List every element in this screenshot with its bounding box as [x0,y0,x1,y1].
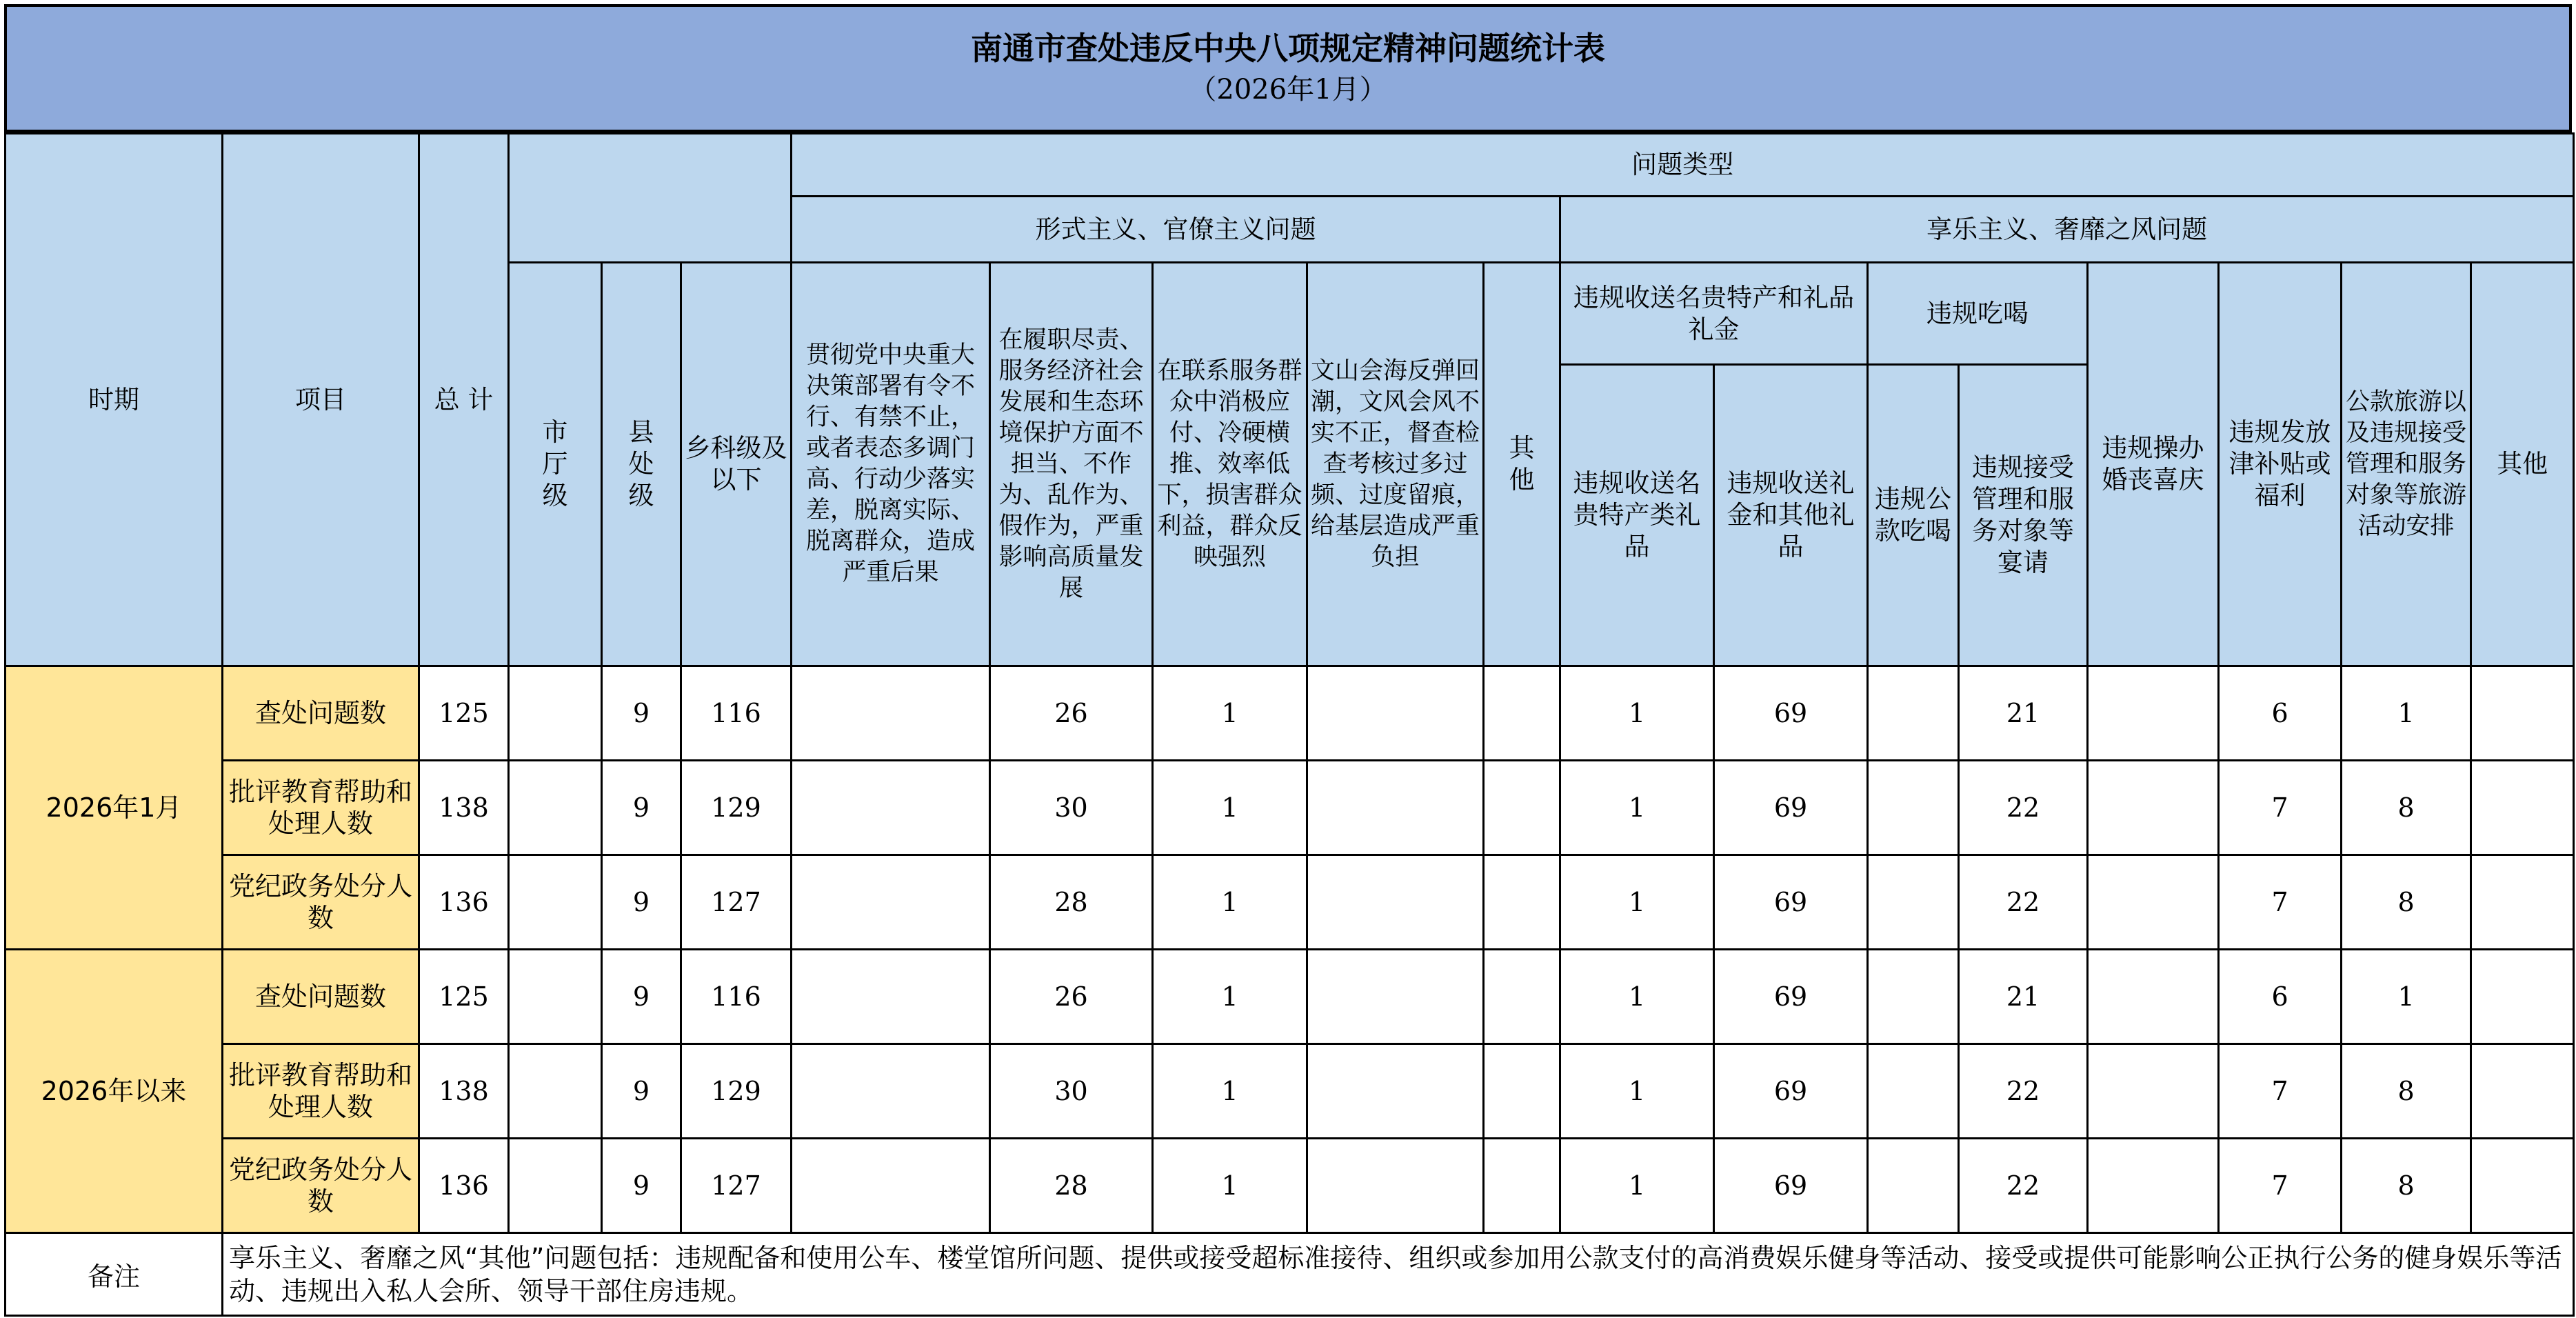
table-cell [1484,761,1560,855]
table-cell: 1 [1560,1139,1714,1233]
table-subtitle: （2026年1月） [1189,74,1387,106]
header-hedonism-other: 其他 [2471,263,2574,666]
row-label: 党纪政务处分人数 [223,1139,419,1233]
table-cell: 1 [2342,950,2471,1044]
table-title: 南通市查处违反中央八项规定精神问题统计表 [971,30,1605,67]
title-band [4,4,2572,132]
table-cell: 116 [681,666,792,761]
table-cell: 8 [2342,855,2471,950]
header-hedonism-group: 享乐主义、奢靡之风问题 [1560,197,2574,263]
table-cell [1484,666,1560,761]
table-cell [792,1139,990,1233]
table-cell: 138 [419,761,509,855]
table-cell: 69 [1714,1044,1868,1139]
table-cell [2471,1044,2574,1139]
table-cell: 8 [2342,1139,2471,1233]
header-issue-type: 问题类型 [792,134,2574,197]
table-cell: 8 [2342,1044,2471,1139]
table-cell: 28 [990,855,1153,950]
table-cell: 9 [602,855,681,950]
header-formalism-4: 文山会海反弹回潮，文风会风不实不正，督查检查考核过多过频、过度留痕，给基层造成严重负担 [1307,263,1484,666]
table-cell [2471,950,2574,1044]
table-cell: 26 [990,950,1153,1044]
table-cell: 30 [990,1044,1153,1139]
period-label: 2026年1月 [6,666,223,950]
table-cell [792,855,990,950]
table-cell [2088,666,2219,761]
table-cell: 9 [602,1139,681,1233]
table-cell: 127 [681,855,792,950]
row-label: 批评教育帮助和处理人数 [223,1044,419,1139]
table-cell: 1 [1153,1044,1307,1139]
table-cell [1484,855,1560,950]
header-formalism-3: 在联系服务群众中消极应付、冷硬横推、效率低下，损害群众利益，群众反映强烈 [1153,263,1307,666]
table-cell: 22 [1959,1139,2088,1233]
table-cell [2471,761,2574,855]
table-cell: 69 [1714,855,1868,950]
header-total: 总 计 [419,134,509,666]
table-cell: 9 [602,1044,681,1139]
table-cell [1868,1044,1959,1139]
table-cell [2088,855,2219,950]
table-cell [2088,1044,2219,1139]
row-label: 批评教育帮助和处理人数 [223,761,419,855]
table-cell: 136 [419,1139,509,1233]
row-label: 查处问题数 [223,950,419,1044]
table-cell: 9 [602,761,681,855]
table-cell [1307,950,1484,1044]
table-cell: 7 [2219,761,2342,855]
table-cell [509,1139,602,1233]
table-cell [1484,950,1560,1044]
table-cell [1307,1139,1484,1233]
table-cell [792,761,990,855]
table-cell: 69 [1714,950,1868,1044]
header-dining-group: 违规吃喝 [1868,263,2088,365]
table-cell [509,950,602,1044]
table-cell: 69 [1714,761,1868,855]
table-cell [2471,1139,2574,1233]
table-cell: 1 [1153,950,1307,1044]
table-cell: 22 [1959,855,2088,950]
table-cell: 1 [1153,666,1307,761]
header-formalism-other: 其他 [1484,263,1560,666]
row-label: 党纪政务处分人数 [223,855,419,950]
table-cell [792,1044,990,1139]
table-cell [792,666,990,761]
table-cell: 125 [419,950,509,1044]
table-cell [1307,855,1484,950]
header-travel: 公款旅游以及违规接受管理和服务对象等旅游活动安排 [2342,263,2471,666]
table-cell [1868,761,1959,855]
table-cell: 1 [1560,1044,1714,1139]
header-dining-1: 违规公款吃喝 [1868,365,1959,666]
table-cell: 28 [990,1139,1153,1233]
table-cell [2471,666,2574,761]
table-cell: 22 [1959,1044,2088,1139]
table-cell: 7 [2219,855,2342,950]
table-cell: 8 [2342,761,2471,855]
note-label: 备注 [6,1233,223,1316]
table-cell [509,1044,602,1139]
table-cell: 1 [1560,761,1714,855]
table-cell [1484,1139,1560,1233]
table-cell: 129 [681,761,792,855]
header-gift-1: 违规收送名贵特产类礼品 [1560,365,1714,666]
table-cell: 21 [1959,950,2088,1044]
statistics-sheet [4,4,2572,1314]
header-item: 项目 [223,134,419,666]
table-cell: 9 [602,950,681,1044]
table-cell: 6 [2219,666,2342,761]
header-subsidy: 违规发放津补贴或福利 [2219,263,2342,666]
table-cell: 69 [1714,666,1868,761]
table-cell [1868,950,1959,1044]
header-wedding: 违规操办婚丧喜庆 [2088,263,2219,666]
table-cell [792,950,990,1044]
table-cell: 138 [419,1044,509,1139]
row-label: 查处问题数 [223,666,419,761]
header-dining-2: 违规接受管理和服务对象等宴请 [1959,365,2088,666]
header-gift-group: 违规收送名贵特产和礼品礼金 [1560,263,1868,365]
header-gift-2: 违规收送礼金和其他礼品 [1714,365,1868,666]
table-cell: 125 [419,666,509,761]
table-cell: 26 [990,666,1153,761]
table-cell: 30 [990,761,1153,855]
table-cell [1484,1044,1560,1139]
table-cell: 127 [681,1139,792,1233]
table-cell [2088,1139,2219,1233]
table-cell [1868,855,1959,950]
header-level-city: 市厅级 [509,263,602,666]
period-label: 2026年以来 [6,950,223,1233]
table-cell: 6 [2219,950,2342,1044]
header-formalism-1: 贯彻党中央重大决策部署有令不行、有禁不止，或者表态多调门高、行动少落实差，脱离实际、脱离群众，造成严重后果 [792,263,990,666]
table-cell: 1 [1560,950,1714,1044]
table-cell: 7 [2219,1139,2342,1233]
table-cell: 69 [1714,1139,1868,1233]
table-cell: 21 [1959,666,2088,761]
table-cell: 1 [2342,666,2471,761]
table-cell: 1 [1153,1139,1307,1233]
table-cell [1307,1044,1484,1139]
table-cell: 7 [2219,1044,2342,1139]
table-cell: 1 [1153,761,1307,855]
table-cell: 9 [602,666,681,761]
table-cell [509,855,602,950]
table-cell: 116 [681,950,792,1044]
table-cell [509,666,602,761]
header-level-blank [509,134,792,263]
header-period: 时期 [6,134,223,666]
table-cell [509,761,602,855]
table-cell [2088,761,2219,855]
table-cell: 1 [1560,666,1714,761]
header-formalism-2: 在履职尽责、服务经济社会发展和生态环境保护方面不担当、不作为、乱作为、假作为，严重影响高质量发展 [990,263,1153,666]
table-cell [1868,1139,1959,1233]
header-formalism-group: 形式主义、官僚主义问题 [792,197,1560,263]
table-cell [1307,761,1484,855]
header-level-township: 乡科级及以下 [681,263,792,666]
table-cell [1868,666,1959,761]
table-cell: 1 [1560,855,1714,950]
note-text: 享乐主义、奢靡之风“其他”问题包括：违规配备和使用公车、楼堂馆所问题、提供或接受超标准接待、组织或参加用公款支付的高消费娱乐健身等活动、接受或提供可能影响公正执行公务的健身娱乐等活动、违规出入私人会所、领导干部住房违规。 [223,1233,2574,1316]
table-cell [1307,666,1484,761]
table-cell [2471,855,2574,950]
table-cell: 1 [1153,855,1307,950]
table-cell [2088,950,2219,1044]
statistics-table [4,132,2575,1317]
header-level-county: 县处级 [602,263,681,666]
table-cell: 129 [681,1044,792,1139]
table-cell: 136 [419,855,509,950]
table-cell: 22 [1959,761,2088,855]
